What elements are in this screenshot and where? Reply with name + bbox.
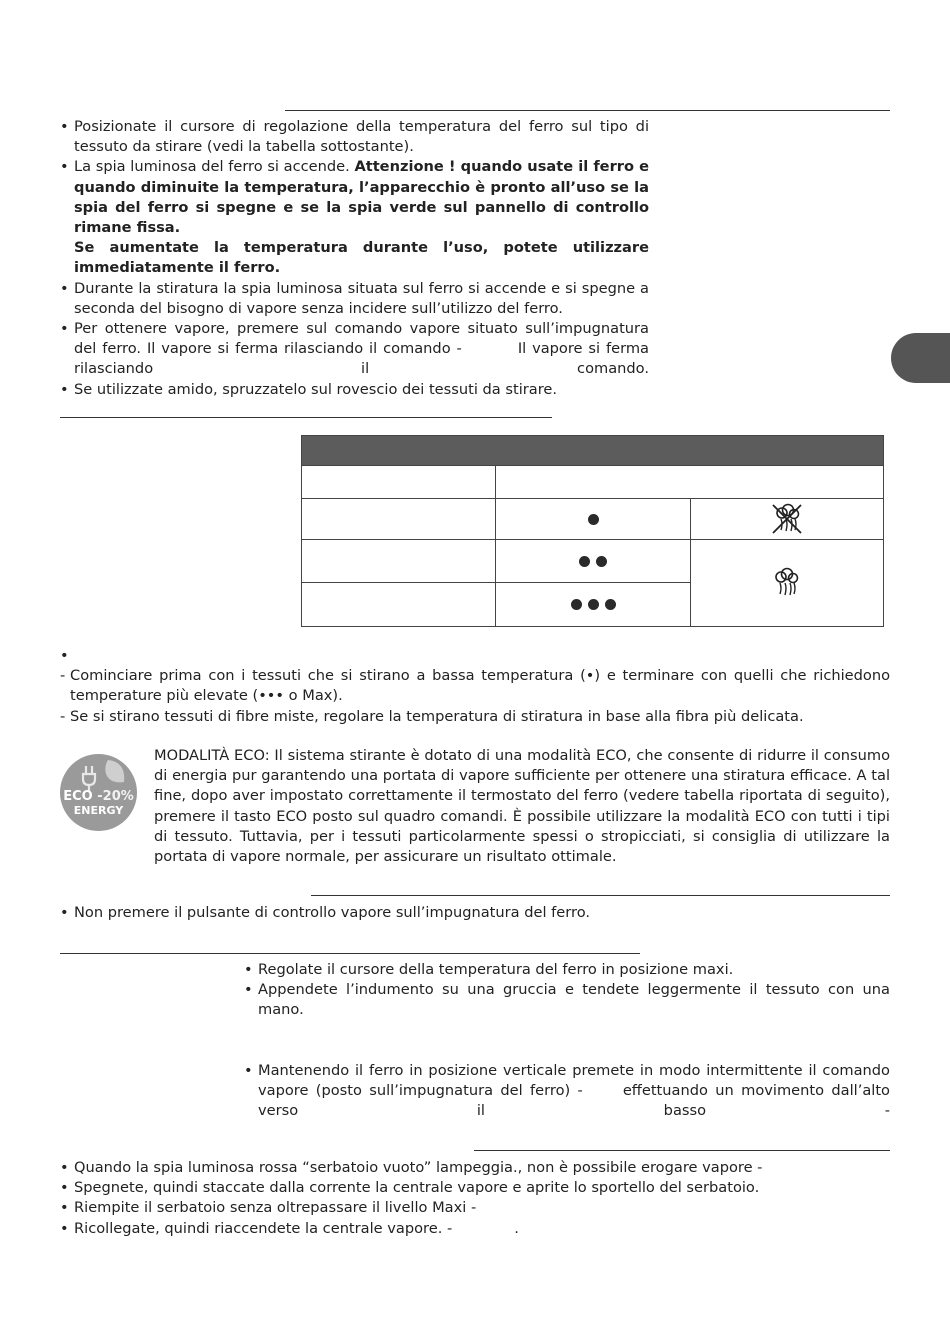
eco-energy-badge xyxy=(60,754,137,831)
warning-text: Se aumentate la temperatura durante l’uso, potete utilizzare immediatamente il ferro. xyxy=(74,239,649,277)
section-rule-refill xyxy=(474,1150,890,1151)
list-item: • Ricollegate, quindi riaccendete la centrale vapore. - . xyxy=(60,1219,890,1239)
temp-setting-1 xyxy=(496,499,691,540)
list-item: • Mantenendo il ferro in posizione verticale premete in modo intermittente il comando vapore (posto sull’impugnatura del ferro) - effettuando un movimento dall’alto verso il basso - xyxy=(244,1061,890,1122)
temp-setting-3 xyxy=(496,583,691,627)
table-header xyxy=(302,436,884,466)
vertical-steam-instructions xyxy=(244,960,890,1121)
section-rule-table xyxy=(60,417,552,418)
table-cell xyxy=(302,466,496,499)
bullet-marker: • xyxy=(60,647,69,664)
no-steam-icon xyxy=(691,499,884,540)
temperature-dot xyxy=(605,599,616,610)
table-cell xyxy=(302,583,496,627)
temperature-dot xyxy=(588,599,599,610)
note-line: - Cominciare prima con i tessuti che si stirano a bassa temperatura (•) e terminare con quelli che richiedono temperature più elevate (••• o Max). xyxy=(60,666,890,706)
temperature-dot xyxy=(579,556,590,567)
section-rule-vertical xyxy=(60,953,640,954)
list-item: • Riempite il serbatoio senza oltrepassare il livello Maxi - xyxy=(60,1198,890,1218)
list-item: • Regolate il cursore della temperatura del ferro in posizione maxi. xyxy=(244,960,890,980)
steam-icon xyxy=(691,540,884,627)
temperature-table xyxy=(301,435,884,627)
usage-instructions xyxy=(60,117,649,400)
list-item: • Spegnete, quindi staccate dalla corrente la centrale vapore e aprite lo sportello del serbatoio. xyxy=(60,1178,890,1198)
refill-instructions xyxy=(60,1158,890,1239)
table-cell xyxy=(302,540,496,583)
temp-setting-2 xyxy=(496,540,691,583)
eco-mode-description: MODALITÀ ECO: Il sistema stirante è dotato di una modalità ECO, che consente di ridurre il consumo di energia pur garantendo una portata di vapore sufficiente per ottenere una stiratura efficace. A tal fine, dopo aver impostato correttamente il termostato del ferro (vedere tabella riportata di seguito), premere il tasto ECO posto sul quadro comandi. È possibile utilizzare la modalità ECO con tutti i tipi di tessuto. Tuttavia, per i tessuti particolarmente spessi o stropicciati, si consiglia di utilizzare la portata di vapore normale, per assicurare un risultato ottimale. xyxy=(154,747,890,866)
list-item: • Se utilizzate amido, spruzzatelo sul rovescio dei tessuti da stirare. xyxy=(60,380,649,400)
list-item: • Durante la stiratura la spia luminosa situata sul ferro si accende e si spegne a seconda del bisogno di vapore senza incidere sull’utilizzo del ferro. xyxy=(60,279,649,319)
list-item: • Appendete l’indumento su una gruccia e tendete leggermente il tessuto con una mano. xyxy=(244,980,890,1020)
section-rule-top xyxy=(285,110,890,111)
temperature-dot xyxy=(596,556,607,567)
section-rule-dry xyxy=(311,895,890,896)
dry-ironing-instructions xyxy=(60,903,890,923)
list-item: • Quando la spia luminosa rossa “serbatoio vuoto” lampeggia., non è possibile erogare vapore - xyxy=(60,1158,890,1178)
list-item: • Posizionate il cursore di regolazione della temperatura del ferro sul tipo di tessuto da stirare (vedi la tabella sottostante). xyxy=(60,117,649,157)
eco-badge-subtext: ENERGY xyxy=(73,804,124,817)
temperature-dot xyxy=(588,514,599,525)
chapter-tab xyxy=(891,333,950,383)
note-line: - Se si stirano tessuti di fibre miste, regolare la temperatura di stiratura in base alla fibra più delicata. xyxy=(60,707,890,727)
list-item: • La spia luminosa del ferro si accende. Attenzione ! quando usate il ferro e quando diminuite la temperatura, l’apparecchio è pronto all’uso se la spia del ferro si spegne e se la spia verde sul pannello di controllo rimane fissa. Se aumentate la temperatura durante l’uso, potete utilizzare immediatamente il ferro. xyxy=(60,157,649,278)
warning-text: Attenzione ! quando usate il ferro e quando diminuite la temperatura, l’apparecchio è pronto all’uso se la spia del ferro si spegne e se la spia verde sul pannello di controllo rimane fissa. xyxy=(74,158,650,237)
eco-badge-text: ECO -20% xyxy=(63,789,134,804)
table-cell xyxy=(496,466,884,499)
table-cell xyxy=(302,499,496,540)
table-notes xyxy=(60,646,890,727)
temperature-dot xyxy=(571,599,582,610)
list-item: • Per ottenere vapore, premere sul comando vapore situato sull’impugnatura del ferro. Il vapore si ferma rilasciando il comando - Il vapore si ferma rilasciando il comando. xyxy=(60,319,649,380)
list-item: • Non premere il pulsante di controllo vapore sull’impugnatura del ferro. xyxy=(60,903,890,923)
